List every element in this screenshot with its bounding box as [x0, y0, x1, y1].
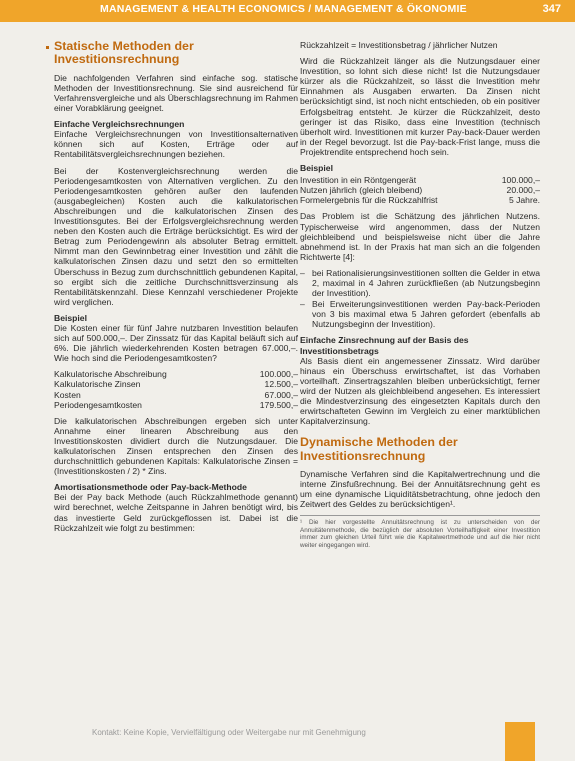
paragraph: Als Basis dient ein angemessener Zinssatz. Wird darüber hinaus ein Überschuss erwirtschaftet, ist das Vorhaben vorteilhaft. Zinsertragszahlen bleiben unberücksichtigt, ferner wird der Nutzen als gleichbleibend angesehen. Es interessiert die Mindestverzinsung des eingesetzten Kapitals durch den erwirtschafteten Gewinn im Vergleich zu einer marktüblichen Kapitalverzinsung. — [300, 355, 540, 427]
page-header-bar — [0, 0, 575, 22]
paragraph: Das Problem ist die Schätzung des jährlichen Nutzens. Typischerweise wird angenommen, dass der Nutzen gleichbleibend und beispielsweise nicht über die Jahre abnehmend ist. In der Praxis hat man sich an die folgenden Richtwerte [4]: — [300, 211, 540, 262]
payback-table — [300, 175, 540, 205]
guideline-list — [300, 268, 540, 330]
row-value: 100.000,– — [259, 369, 298, 380]
running-header: MANAGEMENT & HEALTH ECONOMICS / MANAGEMENT & ÖKONOMIE — [100, 3, 467, 15]
cost-table — [54, 369, 298, 409]
footer-accent-bar — [505, 722, 535, 761]
table-row — [54, 400, 298, 410]
page-footer: Kontakt: Keine Kopie, Vervielfältigung oder Weitergabe nur mit Genehmigung — [92, 728, 366, 737]
row-value: 179.500,– — [259, 399, 298, 410]
table-row — [300, 175, 540, 185]
section-title-static: Statische Methoden der Investitionsrechnung — [54, 39, 194, 67]
right-column — [300, 40, 540, 549]
row-label: Investition in ein Röntgengerät — [300, 175, 417, 186]
row-label: Formelergebnis für die Rückzahlfrist — [300, 195, 438, 206]
paragraph: Die kalkulatorischen Abschreibungen ergeben sich unter Annahme einer linearen Abschreibung aus den Investitionskosten dividiert durch die Nutzungsdauer. Die kalkulatorischen Zinsen entsprechen den Zinsen des durchschnittlich gebundenen Kapitals: Kalkulatorische Zinsen = (Investitionskosten / 2) * Zins. — [54, 415, 298, 477]
formula: Rückzahlzeit = Investitionsbetrag / jährlicher Nutzen — [300, 40, 498, 50]
row-value: 67.000,– — [264, 389, 298, 400]
table-row — [300, 195, 540, 205]
row-label: Kosten — [54, 389, 81, 400]
section-title-dynamic: Dynamische Methoden der Investitionsrechnung — [300, 435, 458, 463]
subheading-example: Beispiel — [54, 312, 87, 323]
row-value: 20.000,– — [506, 185, 540, 196]
table-row — [300, 185, 540, 195]
row-label: Periodengesamtkosten — [54, 399, 142, 410]
row-label: Kalkulatorische Abschreibung — [54, 369, 167, 380]
table-row — [54, 379, 298, 389]
row-value: 100.000,– — [501, 175, 540, 186]
paragraph: Die Kosten einer für fünf Jahre nutzbaren Investition belaufen sich auf 500.000,–. Der Zinssatz für das Kapital beläuft sich auf 6%. Die jährlich wiederkehrenden Kosten betragen 67.000,–. Wie hoch sind die Periodengesamtkosten? — [54, 322, 298, 364]
margin-bullet — [46, 46, 49, 49]
paragraph: Bei der Pay back Methode (auch Rückzahlmethode genannt) wird berechnet, welche Zeitspanne in Jahren benötigt wird, bis das investierte Geld zurückgeflossen ist. Dabei ist die Rückzahlzeit wie folgt zu bestimmen: — [54, 492, 298, 533]
row-value: 5 Jahre. — [508, 195, 540, 206]
left-column — [54, 40, 298, 539]
paragraph: Dynamische Verfahren sind die Kapitalwertrechnung und die interne Zinsfußrechnung. Bei der Annuitätsrechnung geht es um eine dynamische Liquiditätsbetrachtung, ohne jedoch den Zeitwert des Geldes zu berücksichtigen¹. — [300, 469, 540, 510]
row-label: Kalkulatorische Zinsen — [54, 379, 141, 390]
footnote: ¹ Die hier vorgestellte Annuitätsrechnung ist zu unterscheiden von der Annuitätenmethode, die bezüglich der absoluten Vorteilhaftigkeit einer Investition immer zum gleichen Urteil führt wie die Kapitalwertmethode und auf die hier nicht weiter eingegangen wird. — [300, 515, 540, 549]
table-row — [54, 369, 298, 379]
subheading-interest: Einfache Zinsrechnung auf der Basis des Investitionsbetrags — [300, 335, 469, 356]
row-value: 12.500,– — [264, 379, 298, 390]
page-number: 347 — [542, 3, 561, 15]
paragraph: Wird die Rückzahlzeit länger als die Nutzungsdauer einer Investition, so lohnt sich diese nicht! Ist die Nutzungsdauer kürzer als die Rückzahlzeit, so lässt die Investition mehr Einnahmen als Ausgaben erwarten. Da Zinsen nicht berücksichtigt sind, ist noch nicht entschieden, ob ein positiver Erfolgsbeitrag entsteht. Je kürzer die Rückzahlzeit, desto geringer ist das Risiko, dass eine Investition (technisch überholt wird. Investitionen mit kurzer Pay-back-Dauer werden in der Regel bevorzugt. Ist die Pay-back-Frist lange, muss die Projektrendite entsprechend hoch sein. — [300, 56, 540, 157]
list-item: – bei Rationalisierungsinvestitionen sollten die Gelder in etwa 2, maximal in 4 Jahren zurückfließen (ab Nutzungsbeginn der Investition). — [300, 268, 540, 298]
row-label: Nutzen jährlich (gleich bleibend) — [300, 185, 423, 196]
intro-paragraph: Die nachfolgenden Verfahren sind einfache sog. statische Methoden der Investitionsrechnung. Sie sind ausreichend für Verfahrensvergleiche und als Überschlagsrechnung im Rahmen einer Vorabklärung geeignet. — [54, 72, 298, 114]
list-item: – Bei Erweiterungsinvestitionen werden Pay-back-Perioden von 3 bis maximal etwa 5 Jahren gefordert (ebenfalls ab Nutzungsbeginn der Investition). — [300, 299, 540, 329]
subheading-payback: Amortisationsmethode oder Pay-back-Methode — [54, 482, 247, 493]
paragraph: Bei der Kostenvergleichsrechnung werden die Periodengesamtkosten von Alternativen verglichen. Zu den Periodengesamtkosten gehören außer den laufenden (ausgabegleichen) Kosten auch die kalkulatorischen Abschreibungen und die kalkulatorischen Zinsen des Investitionsgutes. Bei der Erfolgsvergleichsrechnung werden neben den Kosten auch die Erträge berücksichtigt. Es wird der Betrag zum Periodengewinn als absoluter Betrag ermittelt. Nimmt man den Gewinnbetrag einer Investition und zählt die kalkulatorischen Zinsen dazu und setzt den so ermittelten Überschuss in Bezug zum durchschnittlich gebundenen Kapital, so ergibt sich die zeitliche Durchschnittsverzinsung als Rentabilitätskennzahl. Diese Kennzahl verschiedener Projekte wird verglichen. — [54, 165, 298, 307]
table-row — [54, 390, 298, 400]
paragraph: Einfache Vergleichsrechnungen von Investitionsalternativen können sich auf Kosten, Erträge oder auf Rentabilitätsvergleichsrechnungen beziehen. — [54, 129, 298, 160]
subheading-example: Beispiel — [300, 163, 333, 174]
subheading-comparison: Einfache Vergleichsrechnungen — [54, 119, 185, 130]
